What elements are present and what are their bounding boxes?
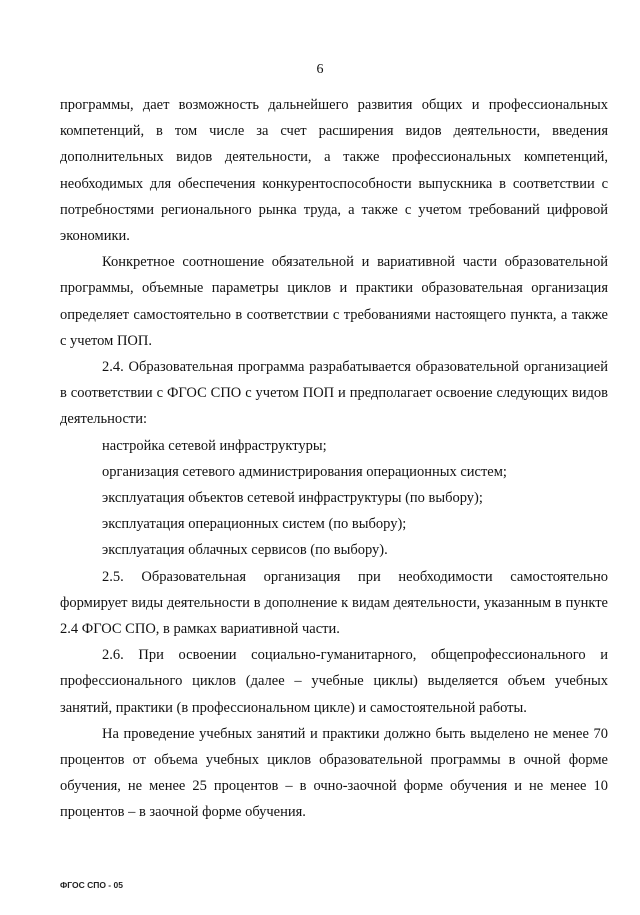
document-body xyxy=(60,92,608,826)
paragraph-2-4: 2.4. Образовательная программа разрабатывается образовательной организацией в соответствии с ФГОС СПО с учетом ПОП и предполагает освоение следующих видов деятельности: xyxy=(60,359,608,428)
footer-code: ФГОС СПО - 05 xyxy=(60,880,123,890)
activity-item: эксплуатация объектов сетевой инфраструктуры (по выбору); xyxy=(102,490,483,507)
paragraph-2-5: 2.5. Образовательная организация при необходимости самостоятельно формирует виды деятельности в дополнение к видам деятельности, указанным в пункте 2.4 ФГОС СПО, в рамках вариативной части. xyxy=(60,568,608,638)
activity-item: настройка сетевой инфраструктуры; xyxy=(102,437,327,454)
activity-item: эксплуатация облачных сервисов (по выбору). xyxy=(102,542,388,559)
paragraph-continuation: программы, дает возможность дальнейшего развития общих и профессиональных компетенций, в том числе за счет расширения видов деятельности, введения дополнительных видов деятельности, а также профессиональных компетенций, необходимых для обеспечения конкурентоспособности выпускника в соответствии с потребностями регионального рынка труда, а также с учетом требований цифровой экономики. xyxy=(60,97,608,245)
activities-list xyxy=(60,433,608,564)
paragraph-ratio: Конкретное соотношение обязательной и вариативной части образовательной программы, объемные параметры циклов и практики образовательная организация определяет самостоятельно в соответствии с требованиями настоящего пункта, а также с учетом ПОП. xyxy=(60,254,608,349)
page-number: 6 xyxy=(316,62,324,77)
paragraph-2-6: 2.6. При освоении социально-гуманитарного, общепрофессионального и профессионального циклов (далее – учебные циклы) выделяется объем учебных занятий, практики (в профессиональном цикле) и самостоятельной работы. xyxy=(60,647,608,716)
paragraph-practice-share: На проведение учебных занятий и практики должно быть выделено не менее 70 процентов от объема учебных циклов образовательной программы в очной форме обучения, не менее 25 процентов – в очно-заочной форме обучения и не менее 10 процентов – в заочной форме обучения. xyxy=(60,725,608,821)
activity-item: организация сетевого администрирования операционных систем; xyxy=(102,463,507,480)
activity-item: эксплуатация операционных систем (по выбору); xyxy=(102,516,407,533)
